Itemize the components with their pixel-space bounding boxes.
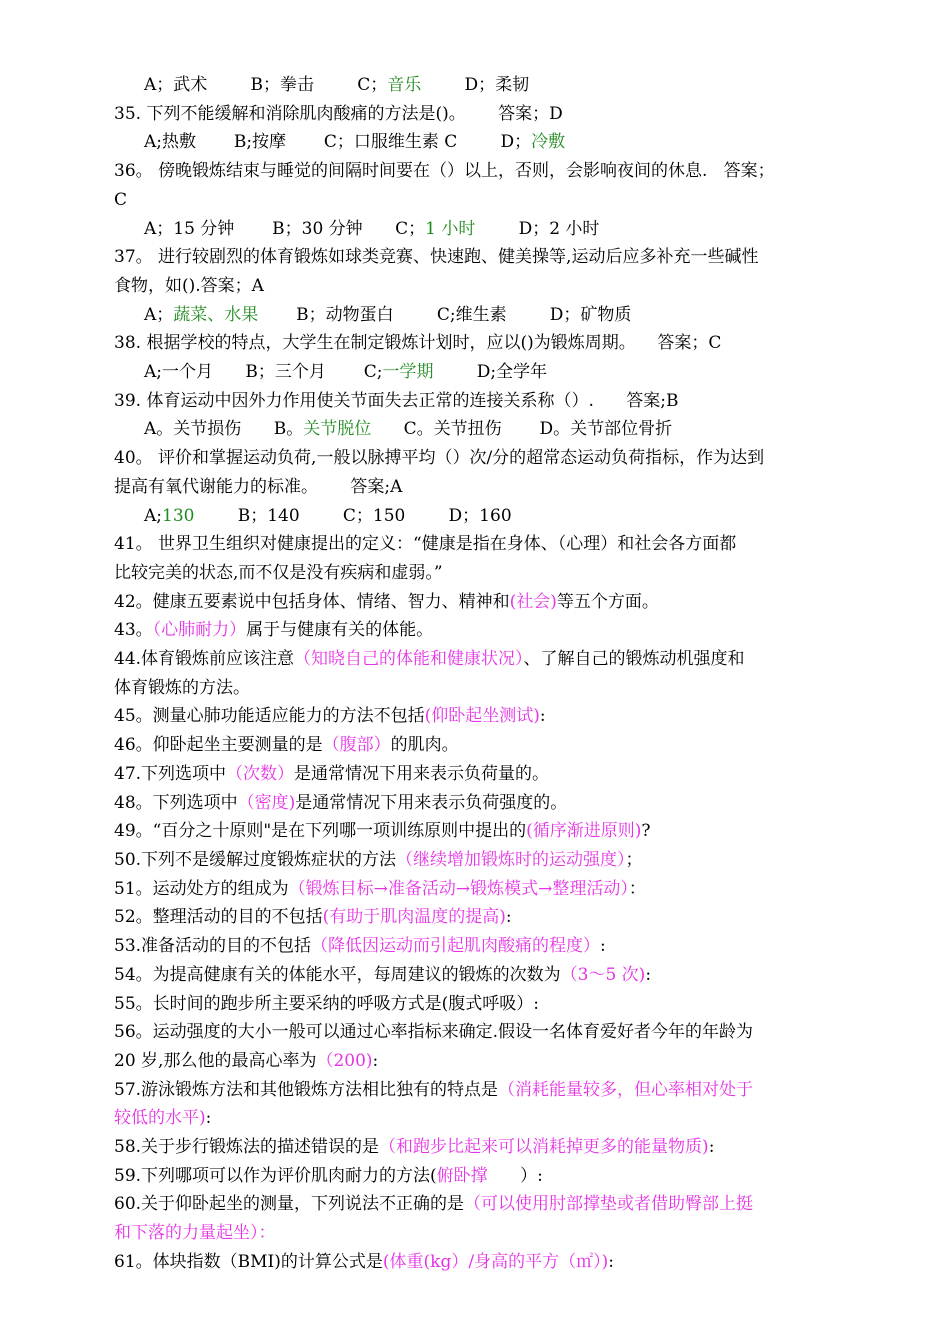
highlighted-answer: 冷敷 xyxy=(531,132,566,153)
highlighted-answer: (循序渐进原则) xyxy=(526,821,642,842)
text-line xyxy=(114,272,842,301)
text-segment: ； xyxy=(625,849,643,870)
text-line xyxy=(114,1219,842,1248)
text-line xyxy=(114,1104,842,1133)
text-segment: D;全学年 xyxy=(433,362,548,383)
highlighted-answer: 蔬菜、水果 xyxy=(173,304,259,325)
text-line xyxy=(114,415,842,444)
text-line xyxy=(114,100,842,129)
text-line xyxy=(114,903,842,932)
text-line xyxy=(114,1047,842,1076)
text-segment: 提高有氧代谢能力的标准。 答案;A xyxy=(114,476,403,497)
text-segment: C。关节扭伤 D。关节部位骨折 xyxy=(371,419,673,440)
text-line xyxy=(114,817,842,846)
text-segment: : xyxy=(372,1050,379,1071)
text-line xyxy=(114,1190,842,1219)
text-line xyxy=(114,186,842,215)
text-segment: 38. 根据学校的特点，大学生在制定锻炼计划时，应以()为锻炼周期。 答案；C xyxy=(114,333,722,354)
text-line xyxy=(114,128,842,157)
text-segment: ? xyxy=(641,821,651,842)
highlighted-answer: 关节脱位 xyxy=(303,419,372,440)
text-line xyxy=(114,1162,842,1191)
highlighted-answer: （可以使用肘部撑垫或者借助臀部上挺 xyxy=(464,1194,754,1215)
highlighted-answer: （降低因运动而引起肌肉酸痛的程度） xyxy=(311,936,601,957)
text-segment: 43。 xyxy=(114,620,153,641)
text-segment: 的肌肉。 xyxy=(390,735,459,756)
text-line xyxy=(114,358,842,387)
text-segment: A; xyxy=(144,505,163,526)
text-line xyxy=(114,731,842,760)
text-segment: 49。“百分之十原则"是在下列哪一项训练原则中提出的 xyxy=(114,821,527,842)
highlighted-answer: 较低的水平) xyxy=(114,1108,206,1129)
highlighted-answer: （锻炼目标→准备活动→锻炼模式→整理活动） xyxy=(288,878,629,899)
text-segment: A;热敷 B;按摩 C；口服维生素 C D； xyxy=(144,132,532,153)
text-segment: 54。为提高健康有关的体能水平，每周建议的锻炼的次数为 xyxy=(114,964,561,985)
text-segment: 44.体育锻炼前应该注意 xyxy=(114,649,295,670)
text-line xyxy=(114,502,842,531)
highlighted-answer: (社会) xyxy=(509,591,557,612)
text-segment: 40。 评价和掌握运动负荷,一般以脉搏平均（）次/分的超常态运动负荷指标，作为达到 xyxy=(114,448,765,469)
text-segment: 等五个方面。 xyxy=(556,591,659,612)
text-line xyxy=(114,387,842,416)
highlighted-answer: 和下落的力量起坐）： xyxy=(114,1223,276,1244)
text-segment: : xyxy=(505,907,512,928)
text-segment: 比较完美的状态,而不仅是没有疾病和虚弱。” xyxy=(114,562,443,583)
highlighted-answer: (仰卧起坐测试) xyxy=(424,706,540,727)
text-segment: ）: xyxy=(487,1165,543,1186)
text-segment: : xyxy=(600,936,606,957)
text-line xyxy=(114,1133,842,1162)
text-segment: A； xyxy=(144,304,174,325)
text-line xyxy=(114,789,842,818)
text-segment: 42。健康五要素说中包括身体、情绪、智力、精神和 xyxy=(114,591,510,612)
text-line xyxy=(114,846,842,875)
text-segment: 食物，如().答案；A xyxy=(114,275,264,296)
highlighted-answer: （密度) xyxy=(237,792,296,813)
text-line xyxy=(114,702,842,731)
text-segment: 46。仰卧起坐主要测量的是 xyxy=(114,735,323,756)
highlighted-answer: （腹部） xyxy=(322,735,391,756)
text-segment: 39. 体育运动中因外力作用使关节面失去正常的连接关系称（）. 答案;B xyxy=(114,390,679,411)
highlighted-answer: （3～5 次) xyxy=(560,964,646,985)
text-segment: : xyxy=(539,706,546,727)
text-segment: 58.关于步行锻炼法的描述错误的是 xyxy=(114,1137,380,1158)
text-segment: 37。 进行较剧烈的体育锻炼如球类竞赛、快速跑、健美操等,运动后应多补充一些碱性 xyxy=(114,247,759,268)
highlighted-answer: （知晓自己的体能和健康状况） xyxy=(294,649,524,670)
text-segment: C xyxy=(114,189,128,210)
text-line xyxy=(114,875,842,904)
text-line xyxy=(114,990,842,1019)
text-segment: 20 岁,那么他的最高心率为 xyxy=(114,1050,317,1071)
text-segment: : xyxy=(608,1251,614,1272)
text-segment: 体育锻炼的方法。 xyxy=(114,677,250,698)
text-segment: 55。长时间的跑步所主要采纳的呼吸方式是(腹式呼吸）: xyxy=(114,993,539,1014)
highlighted-answer: 1 小时 xyxy=(425,218,476,239)
text-line xyxy=(114,760,842,789)
text-line xyxy=(114,215,842,244)
text-line xyxy=(114,1018,842,1047)
text-line xyxy=(114,674,842,703)
text-segment: 60.关于仰卧起坐的测量，下列说法不正确的是 xyxy=(114,1194,465,1215)
text-line xyxy=(114,1248,842,1277)
text-segment: 59.下列哪项可以作为评价肌肉耐力的方法( xyxy=(114,1165,437,1186)
text-segment: 51。运动处方的组成为 xyxy=(114,878,289,899)
text-segment: 45。测量心肺功能适应能力的方法不包括 xyxy=(114,706,425,727)
text-segment: 41。 世界卫生组织对健康提出的定义：“健康是指在身体、（心理）和社会各方面都 xyxy=(114,534,737,555)
text-line xyxy=(114,157,842,186)
text-line xyxy=(114,616,842,645)
text-segment: 48。下列选项中 xyxy=(114,792,238,813)
highlighted-answer: 俯卧撑 xyxy=(436,1165,488,1186)
text-segment: A。关节损伤 B。 xyxy=(144,419,304,440)
text-line xyxy=(114,71,842,100)
text-segment: 47.下列选项中 xyxy=(114,763,227,784)
text-line xyxy=(114,645,842,674)
text-segment: B；140 C；150 D；160 xyxy=(194,505,512,526)
text-segment: : xyxy=(708,1137,715,1158)
text-line xyxy=(114,588,842,617)
text-segment: : xyxy=(205,1108,212,1129)
text-line xyxy=(114,559,842,588)
highlighted-answer: （消耗能量较多，但心率相对处于 xyxy=(498,1079,754,1100)
text-segment: 是通常情况下用来表示负荷强度的。 xyxy=(295,792,568,813)
highlighted-answer: （心肺耐力） xyxy=(152,620,247,641)
text-segment: 、了解自己的锻炼动机强度和 xyxy=(523,649,745,670)
highlighted-answer: （继续增加锻炼时的运动强度） xyxy=(396,849,626,870)
text-segment: D；柔韧 xyxy=(421,75,530,95)
text-line xyxy=(114,243,842,272)
text-segment: B；动物蛋白 C;维生素 D；矿物质 xyxy=(258,304,632,325)
highlighted-answer: 音乐 xyxy=(387,75,422,95)
text-segment: 52。整理活动的目的不包括 xyxy=(114,907,323,928)
text-line xyxy=(114,1076,842,1105)
text-line xyxy=(114,932,842,961)
text-segment: 35. 下列不能缓解和消除肌肉酸痛的方法是()。 答案；D xyxy=(114,103,563,124)
highlighted-answer: (体重(kg）/身高的平方（㎡）) xyxy=(382,1251,609,1272)
text-line xyxy=(114,473,842,502)
text-line xyxy=(114,444,842,473)
document-body xyxy=(114,71,842,1277)
text-segment: 57.游泳锻炼方法和其他锻炼方法相比独有的特点是 xyxy=(114,1079,499,1100)
text-line xyxy=(114,329,842,358)
text-segment: : xyxy=(645,964,652,985)
text-line xyxy=(114,301,842,330)
text-segment: A；武术 B；拳击 C； xyxy=(144,75,388,95)
text-segment: 61。体块指数（BMI)的计算公式是 xyxy=(114,1251,383,1272)
highlighted-answer: (有助于肌肉温度的提高) xyxy=(322,907,506,928)
highlighted-answer: 一学期 xyxy=(382,362,434,383)
highlighted-answer: （200) xyxy=(316,1050,373,1071)
highlighted-answer: 130 xyxy=(162,505,195,526)
text-segment: ： xyxy=(628,878,646,899)
text-segment: 是通常情况下用来表示负荷量的。 xyxy=(294,763,550,784)
text-segment: 50.下列不是缓解过度锻炼症状的方法 xyxy=(114,849,397,870)
text-segment: 36。 傍晚锻炼结束与睡觉的间隔时间要在（）以上，否则，会影响夜间的休息. 答案； xyxy=(114,161,775,182)
text-line xyxy=(114,530,842,559)
highlighted-answer: （和跑步比起来可以消耗掉更多的能量物质) xyxy=(379,1137,709,1158)
text-line xyxy=(114,961,842,990)
text-segment: 53.准备活动的目的不包括 xyxy=(114,936,312,957)
highlighted-answer: （次数） xyxy=(226,763,295,784)
text-segment: 56。运动强度的大小一般可以通过心率指标来确定.假设一名体育爱好者今年的年龄为 xyxy=(114,1022,754,1043)
text-segment: 属于与健康有关的体能。 xyxy=(246,620,434,641)
text-segment: D；2 小时 xyxy=(475,218,600,239)
text-segment: A;一个月 B；三个月 C; xyxy=(144,362,383,383)
text-segment: A；15 分钟 B；30 分钟 C； xyxy=(144,218,426,239)
